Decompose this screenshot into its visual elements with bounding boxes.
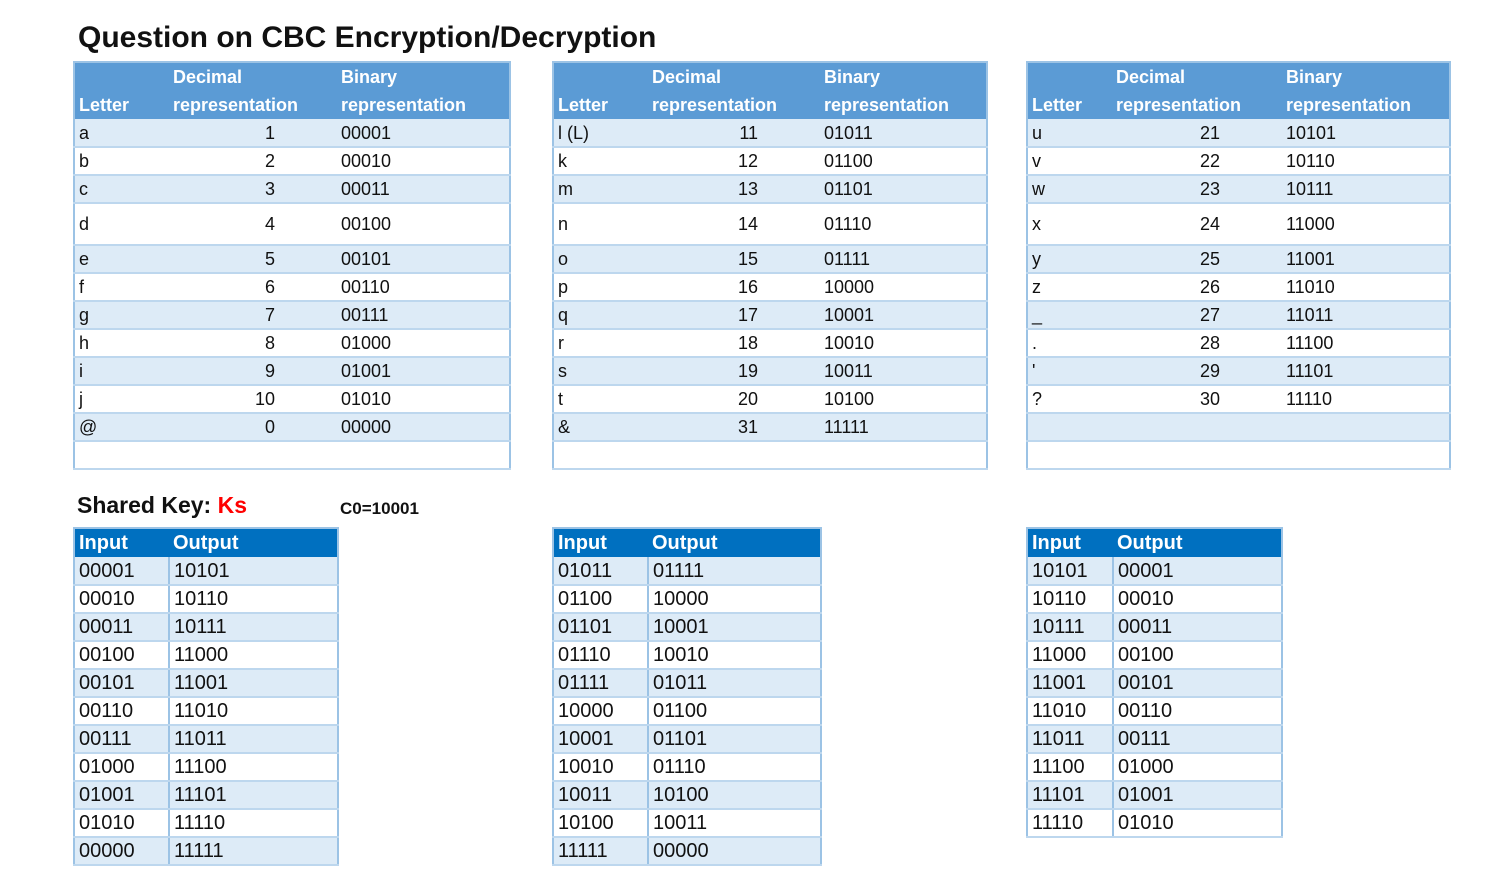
input-cell: 11100: [1027, 753, 1113, 781]
output-cell: 01010: [1113, 809, 1282, 837]
decimal-cell: 0: [169, 413, 337, 441]
letter-table-header: [553, 62, 987, 119]
output-cell: 01101: [648, 725, 821, 753]
binary-column-header: Binary representation: [337, 62, 510, 119]
binary-cell: 01011: [820, 119, 987, 147]
io-row: [74, 837, 338, 865]
output-cell: 11100: [169, 753, 338, 781]
decimal-column-header: Decimal representation: [1112, 62, 1282, 119]
decimal-cell: 5: [169, 245, 337, 273]
letter-cell: t: [553, 385, 648, 413]
decimal-cell: 10: [169, 385, 337, 413]
letter-cell: u: [1027, 119, 1112, 147]
decimal-cell: 31: [648, 413, 820, 441]
io-row: [553, 753, 821, 781]
letter-row: [553, 301, 987, 329]
letter-cell: x: [1027, 203, 1112, 245]
io-row: [74, 669, 338, 697]
letter-row: [1027, 119, 1450, 147]
decimal-cell: 25: [1112, 245, 1282, 273]
letter-cell: q: [553, 301, 648, 329]
output-cell: 01001: [1113, 781, 1282, 809]
io-row: [1027, 725, 1282, 753]
output-cell: 10001: [648, 613, 821, 641]
output-cell: 01011: [648, 669, 821, 697]
input-cell: 01011: [553, 557, 648, 585]
letter-row: [553, 175, 987, 203]
shared-key-text: Shared Key:: [77, 492, 218, 518]
output-cell: 10101: [169, 557, 338, 585]
binary-cell: 11011: [1282, 301, 1450, 329]
io-row: [74, 753, 338, 781]
output-cell: 11101: [169, 781, 338, 809]
decimal-cell: 2: [169, 147, 337, 175]
binary-cell: 01000: [337, 329, 510, 357]
letter-table-1: [73, 61, 511, 470]
letter-cell: f: [74, 273, 169, 301]
letter-row: [1027, 329, 1450, 357]
input-cell: 01010: [74, 809, 169, 837]
io-row: [74, 781, 338, 809]
input-cell: 10110: [1027, 585, 1113, 613]
output-cell: 00010: [1113, 585, 1282, 613]
letter-row: [1027, 175, 1450, 203]
output-cell: 10000: [648, 585, 821, 613]
empty-cell: [1282, 441, 1450, 469]
input-column-header: Input: [553, 528, 648, 557]
letter-cell: d: [74, 203, 169, 245]
input-cell: 10111: [1027, 613, 1113, 641]
io-row: [1027, 753, 1282, 781]
decimal-cell: 13: [648, 175, 820, 203]
decimal-cell: 11: [648, 119, 820, 147]
letter-row: [553, 413, 987, 441]
decimal-cell: 14: [648, 203, 820, 245]
io-row: [74, 809, 338, 837]
decimal-cell: 1: [169, 119, 337, 147]
io-row: [74, 613, 338, 641]
decimal-cell: 3: [169, 175, 337, 203]
letter-row: [74, 119, 510, 147]
output-cell: 00000: [648, 837, 821, 865]
io-row: [1027, 585, 1282, 613]
letter-table-header: [1027, 62, 1450, 119]
letter-cell: .: [1027, 329, 1112, 357]
binary-cell: 11111: [820, 413, 987, 441]
decimal-cell: 30: [1112, 385, 1282, 413]
output-cell: 10010: [648, 641, 821, 669]
input-cell: 01001: [74, 781, 169, 809]
io-table-header: [553, 528, 821, 557]
io-row: [1027, 809, 1282, 837]
io-row: [553, 669, 821, 697]
blank-row: [553, 441, 987, 469]
binary-cell: 00110: [337, 273, 510, 301]
input-cell: 10001: [553, 725, 648, 753]
letter-row: [1027, 301, 1450, 329]
binary-cell: 10100: [820, 385, 987, 413]
letter-table-3: [1026, 61, 1451, 470]
binary-cell: 01110: [820, 203, 987, 245]
decimal-cell: 21: [1112, 119, 1282, 147]
letter-table-header: [74, 62, 510, 119]
output-column-header: Output: [1113, 528, 1282, 557]
output-cell: 10011: [648, 809, 821, 837]
binary-cell: 10011: [820, 357, 987, 385]
input-cell: 10101: [1027, 557, 1113, 585]
output-cell: 00100: [1113, 641, 1282, 669]
empty-cell: [820, 441, 987, 469]
io-table-3: [1026, 527, 1283, 838]
binary-cell: 00101: [337, 245, 510, 273]
io-row: [74, 725, 338, 753]
decimal-cell: 8: [169, 329, 337, 357]
output-cell: 11111: [169, 837, 338, 865]
binary-column-header: Binary representation: [1282, 62, 1450, 119]
letter-row: [74, 203, 510, 245]
letter-row: [553, 329, 987, 357]
empty-cell: [337, 441, 510, 469]
binary-cell: 00010: [337, 147, 510, 175]
letter-cell: r: [553, 329, 648, 357]
io-row: [553, 809, 821, 837]
letter-row: [553, 203, 987, 245]
letter-row: [553, 119, 987, 147]
io-row: [74, 697, 338, 725]
input-cell: 10100: [553, 809, 648, 837]
letter-cell: m: [553, 175, 648, 203]
letter-row: [553, 147, 987, 175]
letter-column-header: Letter: [553, 62, 648, 119]
decimal-cell: 18: [648, 329, 820, 357]
letter-cell: e: [74, 245, 169, 273]
io-row: [74, 557, 338, 585]
binary-cell: 00000: [337, 413, 510, 441]
input-cell: 10000: [553, 697, 648, 725]
input-cell: 11111: [553, 837, 648, 865]
shared-key-value: Ks: [217, 492, 248, 518]
binary-cell: 00111: [337, 301, 510, 329]
letter-row: [553, 245, 987, 273]
letter-cell: g: [74, 301, 169, 329]
input-cell: 10010: [553, 753, 648, 781]
decimal-column-header: Decimal representation: [169, 62, 337, 119]
output-cell: 10100: [648, 781, 821, 809]
letter-row: [74, 329, 510, 357]
letter-row: [74, 385, 510, 413]
decimal-cell: 20: [648, 385, 820, 413]
decimal-cell: 7: [169, 301, 337, 329]
letter-cell: o: [553, 245, 648, 273]
io-row: [74, 641, 338, 669]
output-column-header: Output: [169, 528, 338, 557]
input-cell: 10011: [553, 781, 648, 809]
io-table-header: [74, 528, 338, 557]
letter-cell: ?: [1027, 385, 1112, 413]
letter-cell: c: [74, 175, 169, 203]
output-column-header: Output: [648, 528, 821, 557]
c0-label: C0=10001: [340, 499, 419, 518]
letter-row: [1027, 357, 1450, 385]
input-cell: 01110: [553, 641, 648, 669]
letter-cell: a: [74, 119, 169, 147]
decimal-cell: 17: [648, 301, 820, 329]
empty-cell: [1027, 441, 1112, 469]
input-cell: 11011: [1027, 725, 1113, 753]
output-cell: 11001: [169, 669, 338, 697]
input-cell: 11110: [1027, 809, 1113, 837]
empty-cell: [1112, 413, 1282, 441]
io-row: [1027, 781, 1282, 809]
output-cell: 00111: [1113, 725, 1282, 753]
shared-key-label: [77, 490, 247, 520]
io-row: [553, 585, 821, 613]
output-cell: 00011: [1113, 613, 1282, 641]
letter-cell: j: [74, 385, 169, 413]
binary-cell: 10010: [820, 329, 987, 357]
output-cell: 11011: [169, 725, 338, 753]
decimal-cell: 15: [648, 245, 820, 273]
decimal-cell: 12: [648, 147, 820, 175]
io-row: [553, 837, 821, 865]
letter-row: [1027, 385, 1450, 413]
output-cell: 10111: [169, 613, 338, 641]
decimal-cell: 22: [1112, 147, 1282, 175]
input-cell: 00111: [74, 725, 169, 753]
decimal-cell: 4: [169, 203, 337, 245]
letter-cell: l (L): [553, 119, 648, 147]
decimal-column-header: Decimal representation: [648, 62, 820, 119]
letter-row: [74, 273, 510, 301]
input-cell: 00101: [74, 669, 169, 697]
io-row: [1027, 641, 1282, 669]
letter-cell: b: [74, 147, 169, 175]
input-cell: 11000: [1027, 641, 1113, 669]
letter-column-header: Letter: [74, 62, 169, 119]
letter-cell: p: [553, 273, 648, 301]
letter-cell: s: [553, 357, 648, 385]
binary-cell: 01001: [337, 357, 510, 385]
empty-cell: [1282, 413, 1450, 441]
output-cell: 01100: [648, 697, 821, 725]
letter-row: [74, 413, 510, 441]
binary-cell: 01100: [820, 147, 987, 175]
letter-cell: v: [1027, 147, 1112, 175]
decimal-cell: 9: [169, 357, 337, 385]
output-cell: 01110: [648, 753, 821, 781]
io-row: [1027, 697, 1282, 725]
letter-row: [74, 357, 510, 385]
empty-cell: [1112, 441, 1282, 469]
letter-cell: ': [1027, 357, 1112, 385]
io-table-1: [73, 527, 339, 866]
binary-cell: 10110: [1282, 147, 1450, 175]
io-row: [553, 557, 821, 585]
letter-cell: h: [74, 329, 169, 357]
output-cell: 11010: [169, 697, 338, 725]
letter-row: [74, 301, 510, 329]
empty-cell: [1027, 413, 1112, 441]
empty-cell: [74, 441, 169, 469]
io-table-header: [1027, 528, 1282, 557]
decimal-cell: 16: [648, 273, 820, 301]
output-cell: 01111: [648, 557, 821, 585]
letter-cell: z: [1027, 273, 1112, 301]
input-cell: 11001: [1027, 669, 1113, 697]
output-cell: 01000: [1113, 753, 1282, 781]
decimal-cell: 26: [1112, 273, 1282, 301]
letter-row: [74, 245, 510, 273]
decimal-cell: 23: [1112, 175, 1282, 203]
letter-cell: k: [553, 147, 648, 175]
letter-row: [553, 273, 987, 301]
io-row: [553, 781, 821, 809]
decimal-cell: 19: [648, 357, 820, 385]
binary-cell: 01101: [820, 175, 987, 203]
io-row: [1027, 613, 1282, 641]
binary-cell: 01010: [337, 385, 510, 413]
io-row: [553, 725, 821, 753]
input-cell: 00011: [74, 613, 169, 641]
binary-column-header: Binary representation: [820, 62, 987, 119]
decimal-cell: 24: [1112, 203, 1282, 245]
letter-cell: y: [1027, 245, 1112, 273]
output-cell: 00110: [1113, 697, 1282, 725]
io-row: [1027, 557, 1282, 585]
output-cell: 11000: [169, 641, 338, 669]
decimal-cell: 28: [1112, 329, 1282, 357]
letter-row: [1027, 245, 1450, 273]
letter-row: [74, 147, 510, 175]
empty-cell: [169, 441, 337, 469]
io-row: [553, 641, 821, 669]
input-column-header: Input: [74, 528, 169, 557]
input-column-header: Input: [1027, 528, 1113, 557]
binary-cell: 00100: [337, 203, 510, 245]
binary-cell: 11101: [1282, 357, 1450, 385]
empty-cell: [648, 441, 820, 469]
letter-row: [74, 175, 510, 203]
input-cell: 00010: [74, 585, 169, 613]
input-cell: 00001: [74, 557, 169, 585]
input-cell: 00110: [74, 697, 169, 725]
binary-cell: 11001: [1282, 245, 1450, 273]
decimal-cell: 6: [169, 273, 337, 301]
input-cell: 11010: [1027, 697, 1113, 725]
io-table-2: [552, 527, 822, 866]
empty-cell: [553, 441, 648, 469]
letter-cell: n: [553, 203, 648, 245]
binary-cell: 10001: [820, 301, 987, 329]
blank-row: [74, 441, 510, 469]
input-cell: 00000: [74, 837, 169, 865]
binary-cell: 00001: [337, 119, 510, 147]
blank-row: [1027, 413, 1450, 441]
binary-cell: 11110: [1282, 385, 1450, 413]
letter-column-header: Letter: [1027, 62, 1112, 119]
binary-cell: 11000: [1282, 203, 1450, 245]
output-cell: 10110: [169, 585, 338, 613]
letter-row: [1027, 203, 1450, 245]
letter-row: [1027, 147, 1450, 175]
letter-cell: @: [74, 413, 169, 441]
letter-cell: w: [1027, 175, 1112, 203]
binary-cell: 10000: [820, 273, 987, 301]
binary-cell: 10101: [1282, 119, 1450, 147]
io-row: [553, 613, 821, 641]
input-cell: 01111: [553, 669, 648, 697]
binary-cell: 01111: [820, 245, 987, 273]
letter-cell: &: [553, 413, 648, 441]
input-cell: 00100: [74, 641, 169, 669]
letter-row: [1027, 273, 1450, 301]
output-cell: 00101: [1113, 669, 1282, 697]
input-cell: 01000: [74, 753, 169, 781]
io-row: [553, 697, 821, 725]
letter-row: [553, 385, 987, 413]
input-cell: 01100: [553, 585, 648, 613]
binary-cell: 00011: [337, 175, 510, 203]
output-cell: 11110: [169, 809, 338, 837]
decimal-cell: 29: [1112, 357, 1282, 385]
binary-cell: 10111: [1282, 175, 1450, 203]
io-row: [1027, 669, 1282, 697]
page-title: Question on CBC Encryption/Decryption: [78, 21, 657, 54]
io-row: [74, 585, 338, 613]
input-cell: 11101: [1027, 781, 1113, 809]
output-cell: 00001: [1113, 557, 1282, 585]
letter-cell: _: [1027, 301, 1112, 329]
binary-cell: 11010: [1282, 273, 1450, 301]
input-cell: 01101: [553, 613, 648, 641]
binary-cell: 11100: [1282, 329, 1450, 357]
decimal-cell: 27: [1112, 301, 1282, 329]
blank-row: [1027, 441, 1450, 469]
letter-row: [553, 357, 987, 385]
letter-table-2: [552, 61, 988, 470]
letter-cell: i: [74, 357, 169, 385]
